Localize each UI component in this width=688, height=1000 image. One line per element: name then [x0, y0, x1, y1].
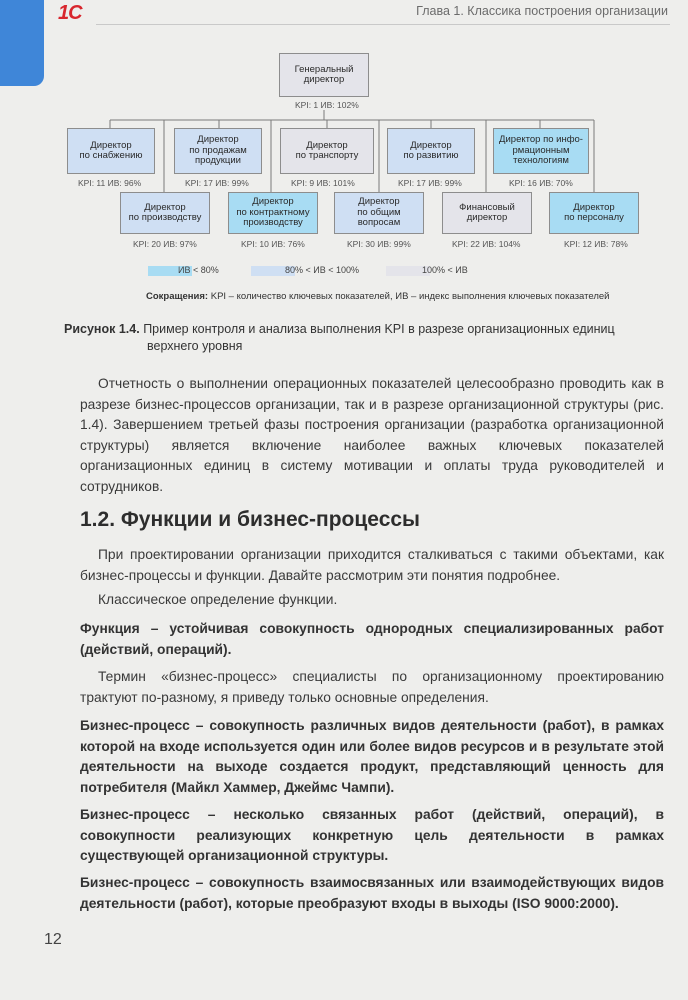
figure-caption-text: Пример контроля и анализа выполнения KPI в разрезе организационных единиц: [143, 322, 615, 336]
figure-caption: [64, 321, 615, 355]
org-node-finance: Финансовый директор: [442, 192, 532, 234]
org-node-ceo: Генеральный директор: [279, 53, 369, 97]
org-node-sales-kpi: KPI: 17 ИВ: 99%: [185, 178, 249, 188]
chapter-title: Глава 1. Классика построения организации: [416, 4, 668, 18]
definition-function: Функция – устойчивая совокупность однородных специализированных работ (действий, операций).: [80, 621, 664, 657]
section-heading: 1.2. Функции и бизнес-процессы: [80, 508, 420, 531]
org-node-transport-kpi: KPI: 9 ИВ: 101%: [291, 178, 355, 188]
org-node-finance-kpi: KPI: 22 ИВ: 104%: [452, 239, 521, 249]
paragraph-report: Отчетность о выполнении операционных показателей целесообразно проводить как в разрезе бизнес-процессов организации, так и в разрезе организационной структуры (рис. 1.4). Завершением третьей фазы построения организации (разработка организационной структуры) является включение наиболее важных ключевых показателей организационных единиц в систему мотивации и оплаты труда руководителей и сотрудников.: [80, 376, 664, 494]
org-node-general: Директор по общим вопросам: [334, 192, 424, 234]
org-node-general-kpi: KPI: 30 ИВ: 99%: [347, 239, 411, 249]
paragraph-classic-def: Классическое определение функции.: [98, 592, 338, 607]
page-number: 12: [44, 931, 62, 948]
org-node-development: Директор по развитию: [387, 128, 475, 174]
definition-bp-hammer: Бизнес-процесс – совокупность различных видов деятельности (работ), в рамках которой на входе используется один или более видов ресурсов и в результате этой деятельности на выходе создается продукт, представляющий ценность для потребителя (Майкл Хаммер, Джеймс Чампи).: [80, 718, 664, 795]
legend-label-high: 100% < ИВ: [422, 265, 468, 275]
org-node-production-kpi: KPI: 20 ИВ: 97%: [133, 239, 197, 249]
abbreviations-title: Сокращения:: [146, 291, 209, 302]
figure-caption-text-2: верхнего уровня: [147, 339, 243, 353]
definition-bp-structure: Бизнес-процесс – несколько связанных работ (действий, операций), в совокупности реализующих конкретную цель деятельности в рамках существующей организационной структуры.: [80, 807, 664, 864]
org-node-ceo-kpi: KPI: 1 ИВ: 102%: [295, 100, 359, 110]
org-node-it: Директор по инфо- рмационным технологиям: [493, 128, 589, 174]
org-node-contract-kpi: KPI: 10 ИВ: 76%: [241, 239, 305, 249]
org-node-production: Директор по производству: [120, 192, 210, 234]
org-node-transport: Директор по транспорту: [280, 128, 374, 174]
legend-label-low: ИВ < 80%: [178, 265, 219, 275]
org-node-contract: Директор по контрактному производству: [228, 192, 318, 234]
org-node-sales: Директор по продажам продукции: [174, 128, 262, 174]
definition-bp-iso: Бизнес-процесс – совокупность взаимосвязанных или взаимодействующих видов деятельности (работ), которые преобразуют входы в выходы (ISO 9000:2000).: [80, 875, 664, 911]
abbreviations-note: [146, 291, 609, 302]
figure-caption-label: Рисунок 1.4.: [64, 322, 140, 336]
logo-1c: 1С: [58, 2, 82, 24]
org-node-supply-kpi: KPI: 11 ИВ: 96%: [78, 178, 142, 188]
org-node-it-kpi: KPI: 16 ИВ: 70%: [509, 178, 573, 188]
org-node-supply: Директор по снабжению: [67, 128, 155, 174]
org-node-personnel-kpi: KPI: 12 ИВ: 78%: [564, 239, 628, 249]
legend-label-mid: 80% < ИВ < 100%: [285, 265, 360, 275]
paragraph-term: Термин «бизнес-процесс» специалисты по организационному проектированию трактуют по-разному, я приведу только основные определения.: [80, 669, 664, 705]
paragraph-intro: При проектировании организации приходится сталкиваться с такими объектами, как бизнес-процессы и функции. Давайте рассмотрим эти понятия подробнее.: [80, 547, 664, 583]
abbreviations-text: KPI – количество ключевых показателей, ИВ – индекс выполнения ключевых показателей: [208, 291, 610, 302]
org-node-personnel: Директор по персоналу: [549, 192, 639, 234]
org-node-development-kpi: KPI: 17 ИВ: 99%: [398, 178, 462, 188]
